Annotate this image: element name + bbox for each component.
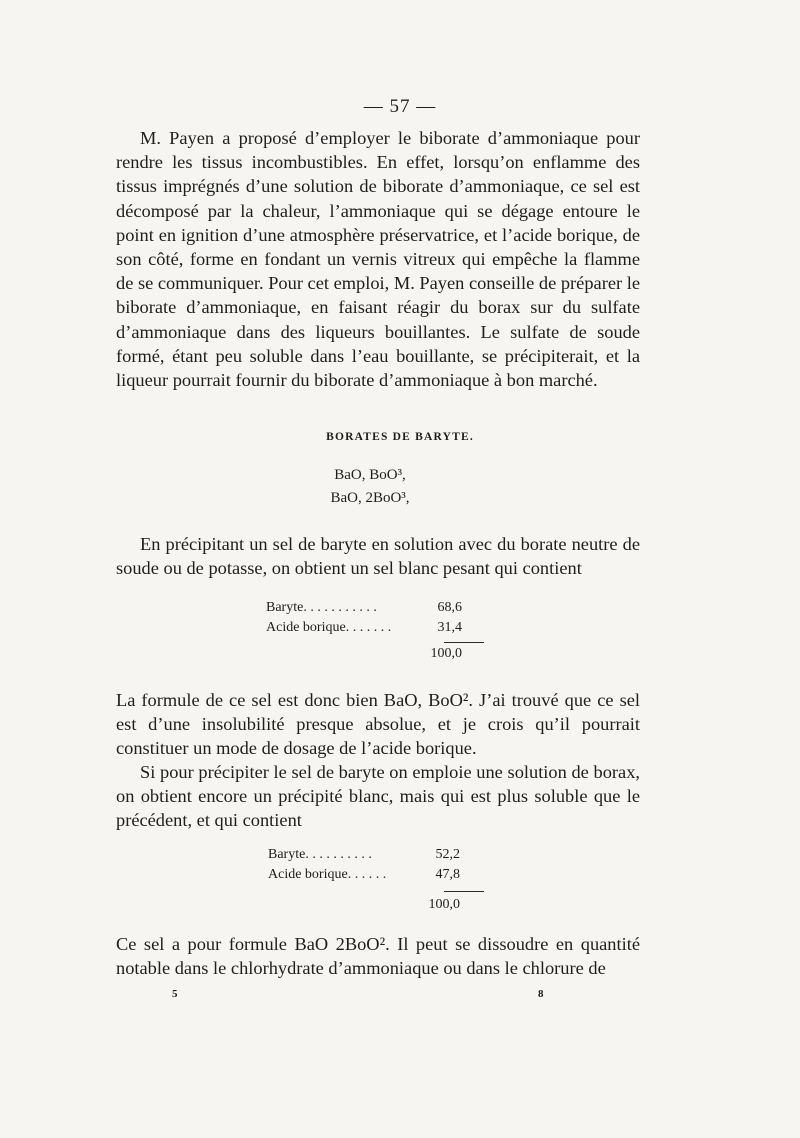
table-row-value: 31,4 — [437, 620, 462, 635]
paragraph-solubility: Ce sel a pour formule BaO 2BoO². Il peut se dissoudre en quantité notable dans le chlorhydrate d’ammoniaque ou dans le chlorure de — [116, 934, 640, 979]
page-number: — 57 — — [363, 96, 437, 117]
table-total: 100,0 — [430, 646, 462, 661]
signature-mark-left: 5 — [172, 988, 178, 1000]
paragraph-formula: La formule de ce sel est donc bien BaO, BoO². J’ai trouvé que ce sel est d’une insolubilité presque absolue, et je crois qu’il pourrait constituer un mode de dosage de l’acide borique. — [116, 690, 640, 759]
table-row-value: 52,2 — [435, 847, 460, 862]
table-row-label: Acide borique. . . . . . — [268, 867, 387, 882]
section-heading: BORATES DE BARYTE. — [326, 431, 474, 443]
table-row-label: Acide borique. . . . . . . — [266, 620, 392, 635]
paragraph-precipitation: En précipitant un sel de baryte en solution avec du borate neutre de soude ou de potasse, on obtient un sel blanc pesant qui contient — [116, 534, 640, 579]
table-total: 100,0 — [428, 897, 460, 912]
formula-line: BaO, 2BoO³, — [330, 490, 410, 506]
paragraph-payen: M. Payen a proposé d’employer le biborate d’ammoniaque pour rendre les tissus incombustibles. En effet, lorsqu’on enflamme des tissus imprégnés d’une solution de biborate d’ammoniaque, ce sel est décomposé par la chaleur, l’ammoniaque qui se dégage entoure le point en ignition d’une atmosphère préservatrice, et l’acide borique, de son côté, forme en fondant un vernis vitreux qui empêche la flamme de se communiquer. Pour cet emploi, M. Payen conseille de préparer le biborate d’ammoniaque, en faisant réagir du borax sur du sulfate d’ammoniaque dans des liqueurs bouillantes. Le sulfate de soude formé, étant peu soluble dans l’eau bouillante, se précipiterait, et la liqueur pourrait fournir du biborate d’ammoniaque à bon marché. — [116, 128, 640, 391]
sum-rule — [444, 642, 484, 643]
table-row-label: Baryte. . . . . . . . . . — [268, 847, 372, 862]
signature-mark-right: 8 — [538, 988, 544, 1000]
paragraph-borax: Si pour précipiter le sel de baryte on emploie une solution de borax, on obtient encore un précipité blanc, mais qui est plus soluble que le précédent, et qui contient — [116, 762, 640, 831]
table-row-value: 68,6 — [437, 600, 462, 615]
table-row-label: Baryte. . . . . . . . . . . — [266, 600, 377, 615]
table-row-value: 47,8 — [435, 867, 460, 882]
sum-rule — [444, 891, 484, 892]
formula-line: BaO, BoO³, — [334, 467, 406, 483]
